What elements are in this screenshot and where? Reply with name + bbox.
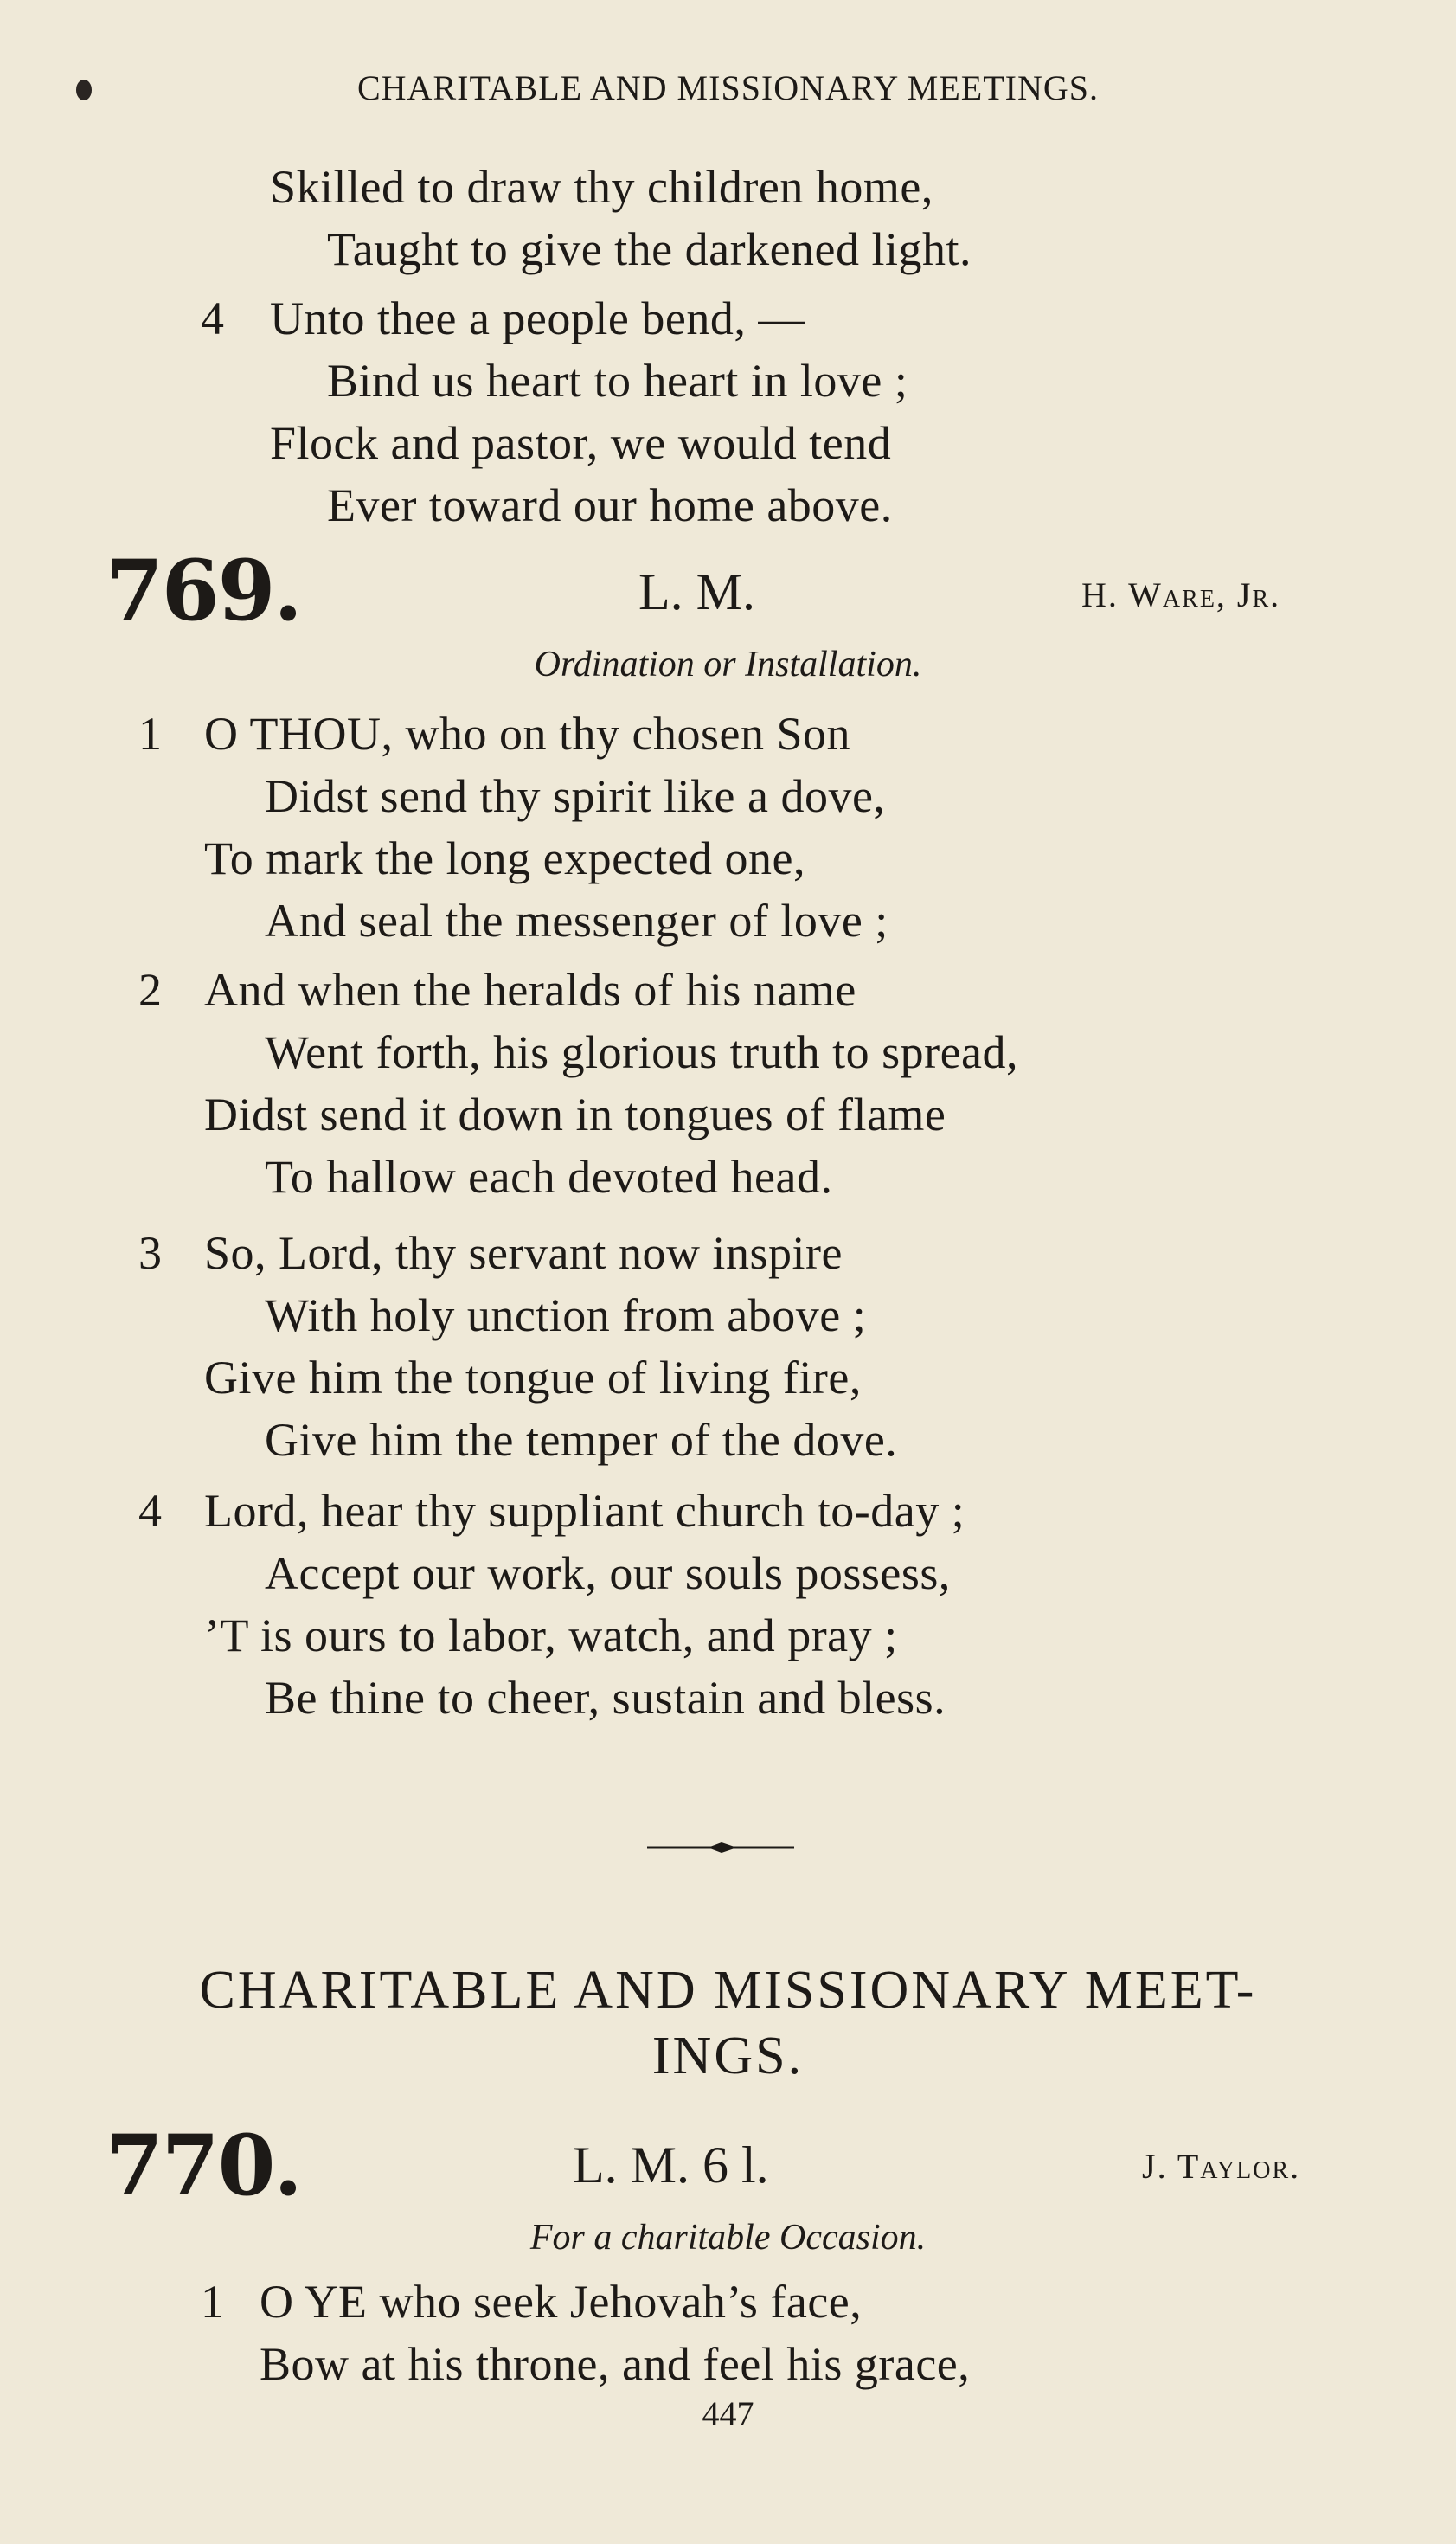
verse-number: 1	[201, 2276, 225, 2328]
verse-line: O THOU, who on thy chosen Son	[204, 708, 850, 760]
verse-line: Bow at his throne, and feel his grace,	[260, 2338, 971, 2390]
verse-line: Skilled to draw thy children home,	[270, 161, 933, 213]
verse-line: And seal the messenger of love ;	[265, 895, 888, 947]
verse-line: With holy unction from above ;	[265, 1289, 867, 1341]
verse-line: Give him the temper of the dove.	[265, 1414, 898, 1466]
hymn-number: 769.	[106, 542, 301, 639]
verse-line: So, Lord, thy servant now inspire	[204, 1227, 843, 1279]
verse-number: 4	[138, 1485, 163, 1537]
hymn-meter: L. M. 6 l.	[573, 2136, 769, 2194]
verse-number: 1	[138, 708, 163, 760]
verse-number: 4	[201, 292, 225, 344]
hymn-meter: L. M.	[638, 563, 755, 620]
hymn-number: 770.	[106, 2117, 301, 2214]
verse-line: Didst send it down in tongues of flame	[204, 1089, 946, 1140]
verse-line: And when the heralds of his name	[204, 964, 856, 1016]
verse-line: ’T is ours to labor, watch, and pray ;	[204, 1609, 898, 1661]
verse-line: Didst send thy spirit like a dove,	[265, 770, 886, 822]
verse-line: Bind us heart to heart in love ;	[327, 355, 908, 407]
verse-line: O YE who seek Jehovah’s face,	[260, 2276, 863, 2328]
verse-line: Accept our work, our souls possess,	[265, 1547, 951, 1599]
verse-line: To hallow each devoted head.	[265, 1151, 833, 1203]
verse-line: Unto thee a people bend, —	[270, 292, 805, 344]
verse-number: 3	[138, 1227, 163, 1279]
page-number: 447	[702, 2394, 754, 2433]
hymn-author: J. Taylor.	[1142, 2147, 1301, 2186]
verse-line: Be thine to cheer, sustain and bless.	[265, 1672, 946, 1724]
ornamental-rule	[647, 1841, 794, 1853]
section-title-line-2: INGS.	[651, 2027, 805, 2085]
verse-number: 2	[138, 964, 163, 1016]
verse-line: Taught to give the darkened light.	[327, 223, 972, 275]
verse-line: To mark the long expected one,	[204, 832, 805, 884]
hymn-occasion: Ordination or Installation.	[534, 645, 922, 684]
hymn-author: H. Ware, Jr.	[1081, 575, 1281, 614]
hymn-occasion: For a charitable Occasion.	[529, 2218, 927, 2258]
running-head: CHARITABLE AND MISSIONARY MEETINGS.	[356, 68, 1099, 107]
section-title-line-1: CHARITABLE AND MISSIONARY MEET-	[199, 1961, 1257, 2020]
verse-line: Lord, hear thy suppliant church to-day ;	[204, 1485, 965, 1537]
verse-line: Give him the tongue of living fire,	[204, 1352, 862, 1404]
verse-line: Flock and pastor, we would tend	[270, 417, 892, 469]
verse-line: Went forth, his glorious truth to spread,	[265, 1026, 1019, 1078]
verse-line: Ever toward our home above.	[327, 479, 893, 531]
